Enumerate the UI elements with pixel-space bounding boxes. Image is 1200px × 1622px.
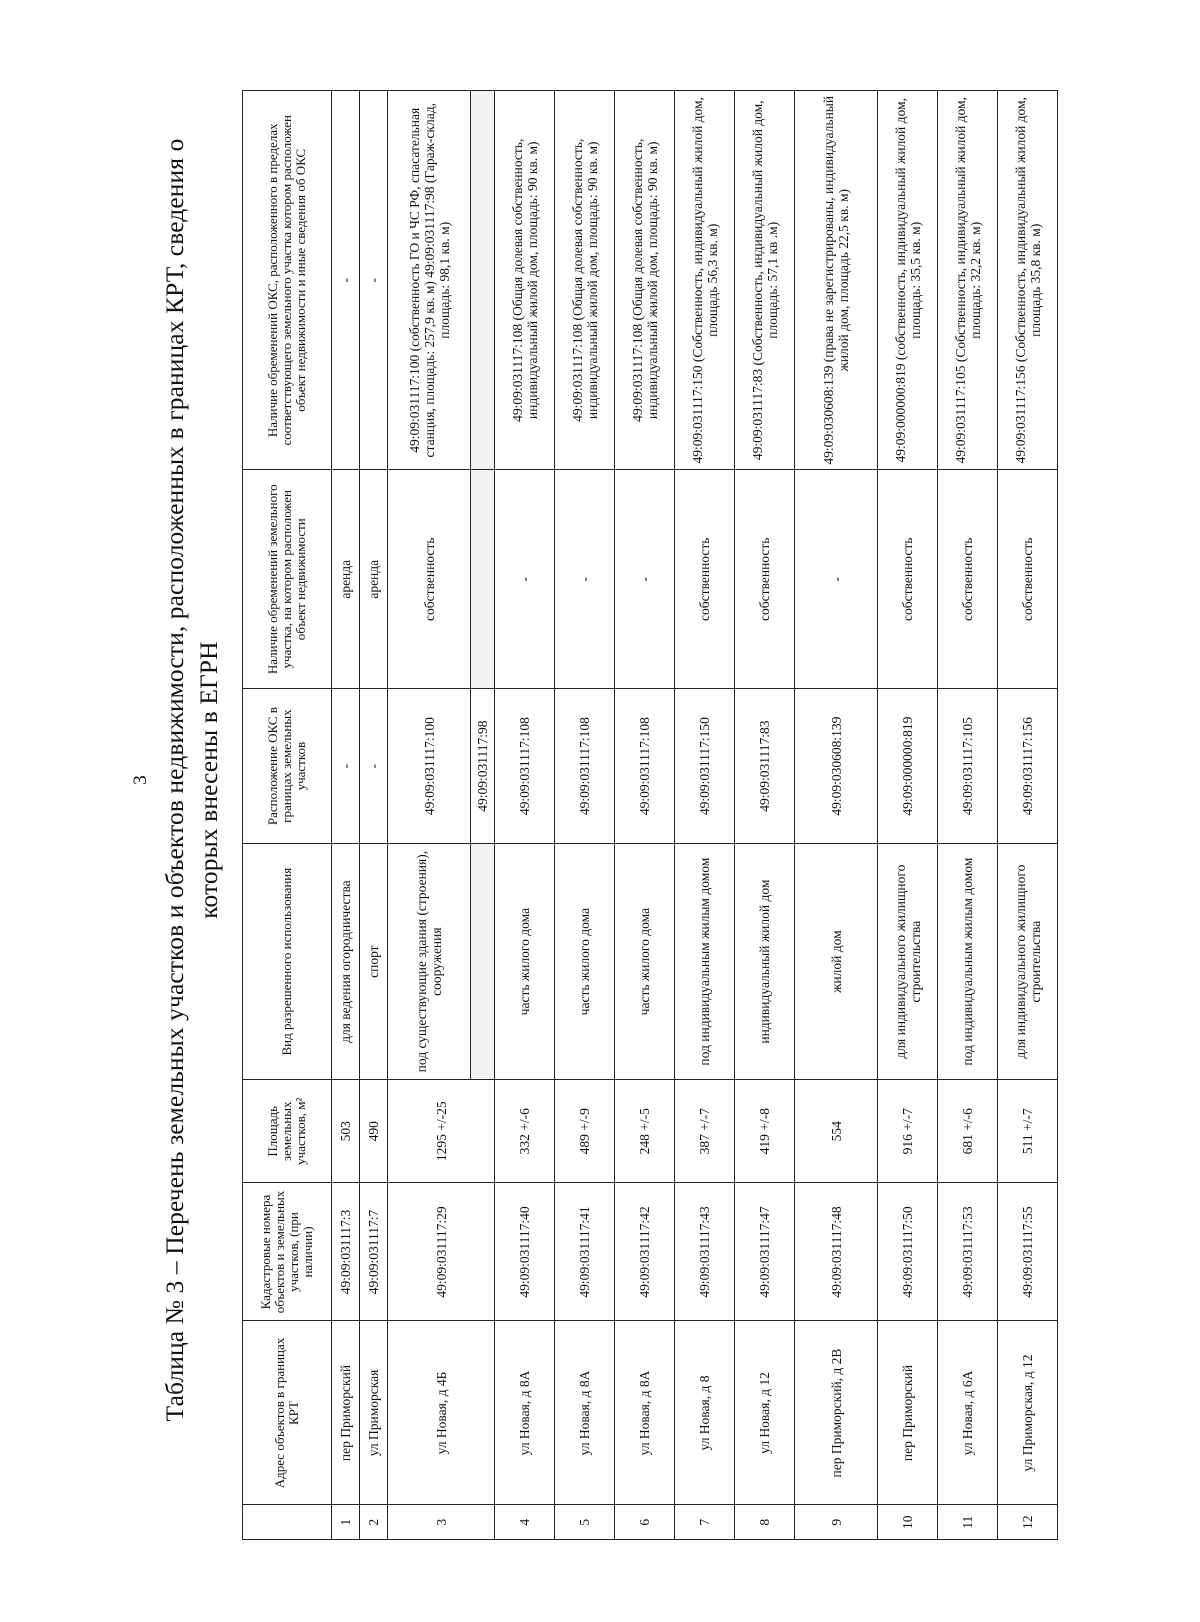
cell-area: 681 +/-6 [938,1080,998,1184]
cell-num: 12 [998,1505,1058,1540]
title-line-2: которых внесены в ЕГРН [194,641,223,919]
cell-num: 7 [675,1505,735,1540]
cell-oks-location: - [332,689,360,844]
cell-cadastral: 49:09:031117:42 [615,1183,675,1321]
cell-usage: под существующие здания (строения), сооружения [388,844,471,1080]
page-number: 3 [130,775,151,785]
cell-land-encumbrance: собственность [938,470,998,689]
cell-usage: под индивидуальным жилым домом [938,844,998,1080]
cell-area: 916 +/-7 [878,1080,938,1184]
page-title [158,20,226,1540]
cell-oks-location: 49:09:031117:100 [388,689,471,844]
cell-area: 489 +/-9 [555,1080,615,1184]
cell-num: 10 [878,1505,938,1540]
header-usage: Вид разрешенного использования [243,844,332,1080]
table-row [998,91,1058,1540]
cell-area: 419 +/-8 [735,1080,795,1184]
table-row [555,91,615,1540]
cell-area: 490 [360,1080,388,1184]
cell-address: ул Новая, д 8А [495,1321,555,1505]
cell-usage: под индивидуальным жилым домом [675,844,735,1080]
cell-land-encumbrance: - [555,470,615,689]
cell-land-encumbrance: - [795,470,878,689]
cell-area: 1295 +/-25 [388,1080,495,1184]
cell-oks-encumbrance: 49:09:031117:100 (собственность ГО и ЧС РФ, спасательная станция, площадь: 257,9 кв. м) 49:09:031117:98 (Гараж-склад, площадь: 98,1 кв. м) [388,91,471,471]
table-row [795,91,878,1540]
cell-cadastral: 49:09:031117:47 [735,1183,795,1321]
header-address: Адрес объектов в границах КРТ [243,1321,332,1505]
table-row [878,91,938,1540]
cell-area: 332 +/-6 [495,1080,555,1184]
cell-usage: часть жилого дома [495,844,555,1080]
cell-address: ул Приморская [360,1321,388,1505]
cell-oks-location: 49:09:031117:150 [675,689,735,844]
cell-num: 1 [332,1505,360,1540]
cell-oks-encumbrance: - [360,91,388,471]
cell-area: 554 [795,1080,878,1184]
cell-cadastral: 49:09:031117:43 [675,1183,735,1321]
cell-num: 8 [735,1505,795,1540]
table-row [735,91,795,1540]
cell-oks-encumbrance: 49:09:031117:105 (Собственность, индивидуальный жилой дом, площадь: 32,2 кв. м) [938,91,998,471]
cell-usage: индивидуальный жилой дом [735,844,795,1080]
cell-land-encumbrance: собственность [998,470,1058,689]
cell-cadastral: 49:09:031117:29 [388,1183,495,1321]
table-row [938,91,998,1540]
cell-cadastral: 49:09:031117:7 [360,1183,388,1321]
cell-land-encumbrance: - [615,470,675,689]
cell-oks-location: 49:09:000000:819 [878,689,938,844]
cell-area: 248 +/-5 [615,1080,675,1184]
cell-oks-encumbrance: 49:09:031117:83 (Собственность, индивидуальный жилой дом, площадь: 57,1 кв .м) [735,91,795,471]
cell-address: пер Приморский, д 2В [795,1321,878,1505]
cell-cadastral: 49:09:031117:3 [332,1183,360,1321]
cell-land-encumbrance: собственность [735,470,795,689]
cell-oks-location: 49:09:031117:108 [615,689,675,844]
cell-oks-encumbrance-empty [471,91,495,471]
header-num [243,1505,332,1540]
title-line-1: Таблица № 3 – Перечень земельных участков и объектов недвижимости, расположенных в границах КРТ, сведения о [160,138,189,1422]
cell-oks-encumbrance: 49:09:031117:108 (Общая долевая собственность, индивидуальный жилой дом, площадь: 90 кв. м) [615,91,675,471]
cell-land-encumbrance: аренда [360,470,388,689]
cell-cadastral: 49:09:031117:41 [555,1183,615,1321]
header-cadastral: Кадастровые номера объектов и земельных участков, (при наличии) [243,1183,332,1321]
cell-usage: спорт [360,844,388,1080]
cell-oks-encumbrance: 49:09:000000:819 (собственность, индивидуальный жилой дом, площадь: 35,5 кв. м) [878,91,938,471]
cell-oks-encumbrance: - [332,91,360,471]
cell-oks-encumbrance: 49:09:030608:139 (права не зарегистрированы, индивидуальный жилой дом, площадь 22,5 кв. м) [795,91,878,471]
cell-land-encumbrance: аренда [332,470,360,689]
table-row [360,91,388,1540]
table-row [615,91,675,1540]
cell-oks-location: 49:09:031117:83 [735,689,795,844]
cell-num: 4 [495,1505,555,1540]
cell-oks-encumbrance: 49:09:031117:108 (Общая долевая собственность, индивидуальный жилой дом, площадь: 90 кв. м) [555,91,615,471]
cell-land-encumbrance: собственность [388,470,471,689]
rotated-page [130,20,1170,1540]
cell-oks-location: 49:09:031117:108 [555,689,615,844]
header-land-encumbrance: Наличие обременений земельного участка, на котором расположен объект недвижимости [243,470,332,689]
property-table [242,90,1058,1540]
header-area: Площадь земельных участков, м² [243,1080,332,1184]
table-header-row [243,91,332,1540]
cell-address: пер Приморский [878,1321,938,1505]
cell-usage: для индивидуального жилищного строительства [998,844,1058,1080]
cell-num: 5 [555,1505,615,1540]
cell-address: ул Новая, д 8А [615,1321,675,1505]
cell-oks-encumbrance: 49:09:031117:156 (Собственность, индивидуальный жилой дом, площадь 35,8 кв. м) [998,91,1058,471]
header-oks-encumbrance: Наличие обременений ОКС, расположенного в пределах соответствующего земельного участка котором расположен объект недвижимости и иные сведения об ОКС [243,91,332,471]
cell-land-encumbrance-empty [471,470,495,689]
cell-cadastral: 49:09:031117:48 [795,1183,878,1321]
cell-cadastral: 49:09:031117:53 [938,1183,998,1321]
cell-oks-encumbrance: 49:09:031117:108 (Общая долевая собственность, индивидуальный жилой дом, площадь: 90 кв. м) [495,91,555,471]
cell-oks-location: 49:09:031117:156 [998,689,1058,844]
cell-cadastral: 49:09:031117:55 [998,1183,1058,1321]
cell-usage: для ведения огородничества [332,844,360,1080]
cell-oks-location: 49:09:031117:108 [495,689,555,844]
cell-num: 11 [938,1505,998,1540]
cell-address: ул Новая, д 12 [735,1321,795,1505]
cell-oks-location: 49:09:030608:139 [795,689,878,844]
cell-area: 387 +/-7 [675,1080,735,1184]
cell-oks-encumbrance: 49:09:031117:150 (Собственность, индивидуальный жилой дом, площадь 56,3 кв. м) [675,91,735,471]
cell-area: 503 [332,1080,360,1184]
table-row [332,91,360,1540]
cell-address: ул Новая, д 6А [938,1321,998,1505]
cell-address: пер Приморский [332,1321,360,1505]
cell-oks-location-2: 49:09:031117:98 [471,689,495,844]
table-row [388,91,471,1540]
cell-usage: часть жилого дома [615,844,675,1080]
cell-land-encumbrance: - [495,470,555,689]
cell-address: ул Новая, д 8А [555,1321,615,1505]
cell-cadastral: 49:09:031117:40 [495,1183,555,1321]
table-row [495,91,555,1540]
cell-land-encumbrance: собственность [675,470,735,689]
cell-num: 9 [795,1505,878,1540]
cell-usage-empty [471,844,495,1080]
cell-area: 511 +/-7 [998,1080,1058,1184]
cell-num: 2 [360,1505,388,1540]
table-row [675,91,735,1540]
cell-address: ул Новая, д 8 [675,1321,735,1505]
cell-oks-location: 49:09:031117:105 [938,689,998,844]
cell-num: 3 [388,1505,495,1540]
cell-usage: для индивидуального жилищного строительства [878,844,938,1080]
cell-address: ул Новая, д 4Б [388,1321,495,1505]
cell-cadastral: 49:09:031117:50 [878,1183,938,1321]
cell-oks-location: - [360,689,388,844]
cell-usage: жилой дом [795,844,878,1080]
cell-land-encumbrance: собственность [878,470,938,689]
header-oks-location: Расположение ОКС в границах земельных участков [243,689,332,844]
cell-num: 6 [615,1505,675,1540]
cell-address: ул Приморская, д 12 [998,1321,1058,1505]
cell-usage: часть жилого дома [555,844,615,1080]
